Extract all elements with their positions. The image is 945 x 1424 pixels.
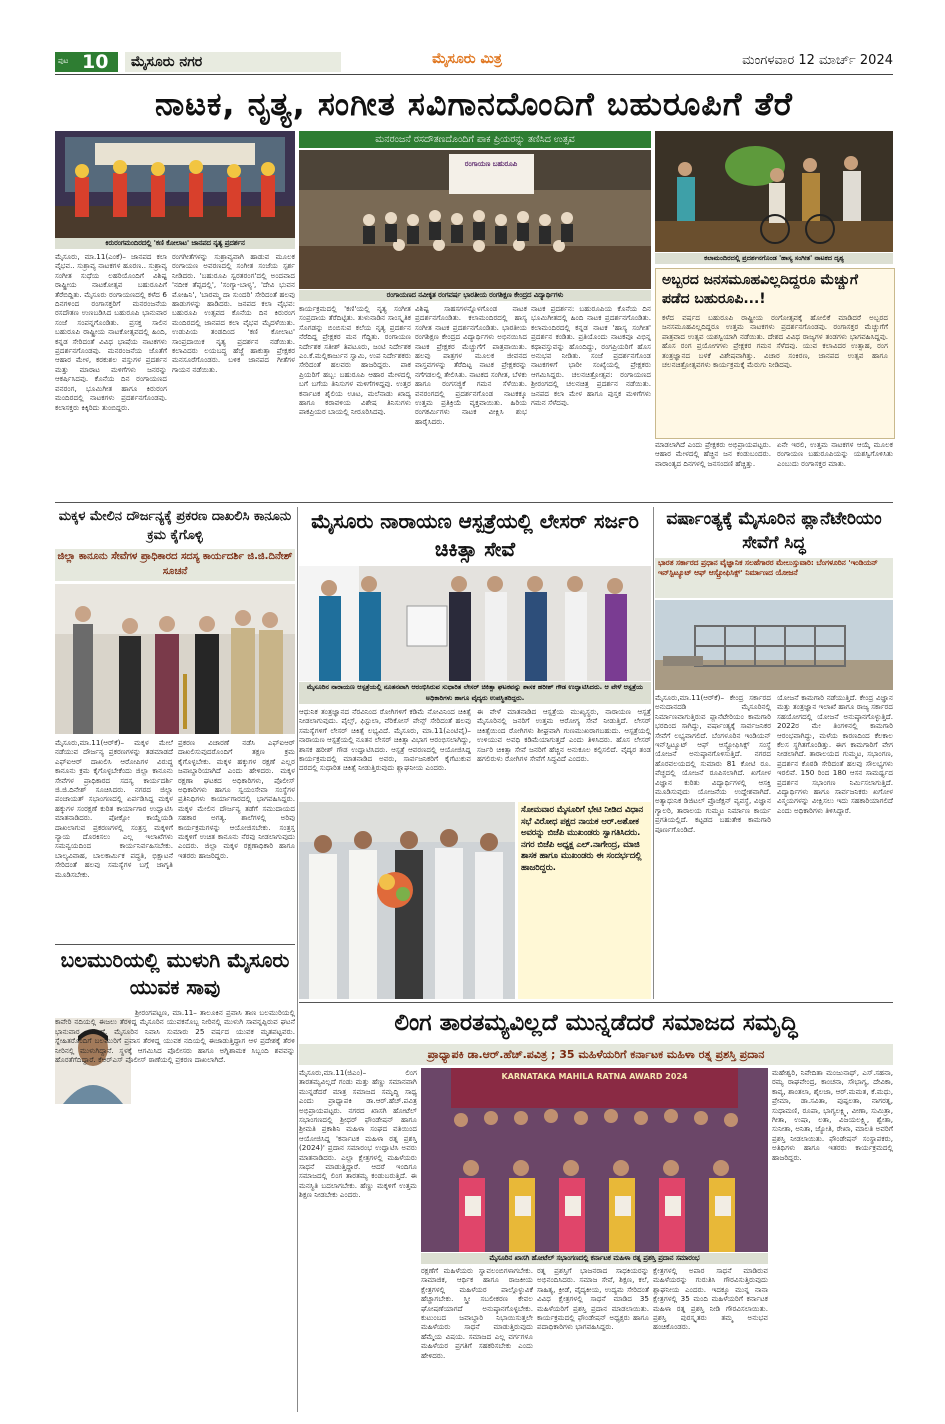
comedy-play-image bbox=[655, 131, 893, 252]
feature-box-title: ಅಬ್ಬರದ ಜನಸಮೂಹವಿಲ್ಲದಿದ್ದರೂ ಮೆಚ್ಚುಗೆ ಪಡೆದ ಬಹುರೂಪಿ...! bbox=[662, 272, 858, 307]
hospital-inauguration-photo bbox=[299, 566, 651, 681]
hospital-photo-caption: ಮೈಸೂರಿನ ನಾರಾಯಣ ಆಸ್ಪತ್ರೆಯಲ್ಲಿ ನೂತನವಾಗಿ ಆರಂಭಿಸಿರುವ ಸುಧಾರಿತ ಲೇಸರ್ ಚಿಕಿತ್ಸಾ ಘಟಕವನ್ನು ಶಾಸಕ ಹರೀಶ್ ಗೌಡ ಉದ್ಘಾಟಿಸಿದರು. ಆ ವೇಳೆ ಆಸ್ಪತ್ರೆಯ ಅಧಿಕಾರಿಗಳು ಹಾಗೂ ವೈದ್ಯರು ಉಪಸ್ಥಿತರಿದ್ದರು. bbox=[299, 682, 651, 704]
feature-box-text: ಕಳೆದ ವರ್ಷದ ಬಹುರೂಪಿ ರಾಷ್ಟ್ರೀಯ ರಂಗೋತ್ಸವಕ್ಕೆ ಹೋಲಿಕೆ ಮಾಡಿದರೆ ಅಬ್ಬರದ ಜನಸಮೂಹವಿಲ್ಲದಿದ್ದರೂ ಉತ್ತಮ ನಾಟಕಗಳು ಪ್ರದರ್ಶನಗೊಂಡವು. ರಂಗಾಸಕ್ತರ ಮೆಚ್ಚುಗೆಗೆ ಪಾತ್ರವಾದ ಉತ್ಸವ ಯಶಸ್ವಿಯಾಗಿ ನಡೆಯಿತು. ದೇಶದ ವಿವಿಧ ರಾಜ್ಯಗಳ ತಂಡಗಳು ಭಾಗವಹಿಸಿದ್ದವು. ಹೊಸ ರಂಗ ಪ್ರಯೋಗಗಳು ಪ್ರೇಕ್ಷಕರ ಗಮನ ಸೆಳೆದವು. ಯುವ ಕಲಾವಿದರ ಉತ್ಸಾಹ, ರಂಗ ತಂತ್ರಜ್ಞಾನದ ಬಳಕೆ ವಿಶೇಷವಾಗಿತ್ತು. ವಿಚಾರ ಸಂಕಿರಣ, ಜಾನಪದ ಉತ್ಸವ ಹಾಗೂ ಚಲನಚಿತ್ರೋತ್ಸವಗಳು ಕಾರ್ಯಕ್ರಮಕ್ಕೆ ಮೆರುಗು ನೀಡಿದವು. bbox=[662, 313, 888, 370]
hospital-inauguration-image bbox=[299, 566, 651, 681]
drowning-divider bbox=[55, 944, 295, 945]
planetarium-text-col2: ಯೋಜನೆ ಕಾಮಗಾರಿ ನಡೆಯುತ್ತಿದೆ. ಕೇಂದ್ರ ವಿಜ್ಞಾನ ಮತ್ತು ತಂತ್ರಜ್ಞಾನ ಇಲಾಖೆ ಹಾಗೂ ರಾಜ್ಯ ಸರ್ಕಾರದ ಸಹಯೋಗದಲ್ಲಿ ಯೋಜನೆ ಅನುಷ್ಠಾನಗೊಳ್ಳುತ್ತಿದೆ. 2022ರ ಮೇ ತಿಂಗಳಿನಲ್ಲಿ ಕಾಮಗಾರಿ ಆರಂಭವಾಗಿದ್ದು, ಮಳೆಯ ಕಾರಣದಿಂದ ಕೆಲಕಾಲ ಕೆಲಸ ಸ್ಥಗಿತಗೊಂಡಿತ್ತು. ಈಗ ಕಾಮಗಾರಿಗೆ ವೇಗ ನೀಡಲಾಗಿದೆ. ತಾರಾಲಯದ ಗುಮ್ಮಟ, ಸಭಾಂಗಣ, ಪ್ರದರ್ಶನ ಕೊಠಡಿ ಸೇರಿದಂತೆ ಹಲವು ಸೌಲಭ್ಯಗಳು ಇರಲಿವೆ. 150 ರಿಂದ 180 ಆಸನ ಸಾಮರ್ಥ್ಯದ ಪ್ರದರ್ಶನ ಸಭಾಂಗಣ ನಿರ್ಮಿಸಲಾಗುತ್ತಿದೆ. ವಿದ್ಯಾರ್ಥಿಗಳು ಹಾಗೂ ಸಾರ್ವಜನಿಕರು ಖಗೋಳ ವಿಸ್ಮಯಗಳನ್ನು ವೀಕ್ಷಿಸಲು ಇದು ಸಹಕಾರಿಯಾಗಲಿದೆ ಎಂದು ಅಧಿಕಾರಿಗಳು ತಿಳಿಸಿದ್ದಾರೆ. bbox=[777, 693, 893, 815]
kolata-photo-caption: ಕಿರುರಂಗಮಂದಿರದಲ್ಲಿ 'ಕಣಿ ಕೋಲಾಟ' ಜಾನಪದ ನೃತ್ಯ ಪ್ರದರ್ಶನ bbox=[55, 238, 295, 249]
masthead-logo: ಮೈಸೂರು ಮಿತ್ರ bbox=[432, 51, 502, 67]
column-rule-1 bbox=[297, 507, 298, 1412]
mahila-text-col1: ಮೈಸೂರು,ಮಾ.11(ಜಿಎಂ)– ಲಿಂಗ ತಾರತಮ್ಯವಿಲ್ಲದೆ ಗಂಡು ಮತ್ತು ಹೆಣ್ಣು ಸಮಾನವಾಗಿ ಮುನ್ನಡೆದರೆ ಮಾತ್ರ ಸಮಾಜದ ಸಮೃದ್ಧಿ ಸಾಧ್ಯ ಎಂದು ಪ್ರಾಧ್ಯಾಪಕಿ ಡಾ.ಆರ್.ಹೆಚ್.ಪವಿತ್ರ ಅಭಿಪ್ರಾಯಪಟ್ಟರು. ನಗರದ ಖಾಸಗಿ ಹೋಟೆಲ್ ಸಭಾಂಗಣದಲ್ಲಿ ಶ್ರೀಧರ್ ಫೌಂಡೇಷನ್ ಹಾಗೂ ಶ್ರೀಮತಿ ಪ್ರಕಾಶಿನಿ ಮಹಿಳಾ ಸಂಘದ ವತಿಯಿಂದ ಆಯೋಜಿಸಿದ್ದ 'ಕರ್ನಾಟಕ ಮಹಿಳಾ ರತ್ನ ಪ್ರಶಸ್ತಿ (2024)' ಪ್ರದಾನ ಸಮಾರಂಭ ಉದ್ಘಾಟಿಸಿ ಅವರು ಮಾತನಾಡಿದರು. ಎಲ್ಲಾ ಕ್ಷೇತ್ರಗಳಲ್ಲಿ ಮಹಿಳೆಯರು ಸಾಧನೆ ಮಾಡುತ್ತಿದ್ದಾರೆ. ಆದರೆ ಇಂದಿಗೂ ಸಮಾಜದಲ್ಲಿ ಲಿಂಗ ತಾರತಮ್ಯ ಕಂಡುಬರುತ್ತಿದೆ. ಈ ಮನಸ್ಥಿತಿ ಬದಲಾಗಬೇಕು. ಹೆಣ್ಣು ಮಕ್ಕಳಿಗೆ ಉತ್ತಮ ಶಿಕ್ಷಣ ನೀಡಬೇಕು ಎಂದರು. bbox=[299, 1068, 417, 1200]
laser-text-col1: ಆಧುನಿಕ ತಂತ್ರಜ್ಞಾನದ ನೆರವಿನಿಂದ ರೋಗಿಗಳಿಗೆ ಕಡಿಮೆ ನೋವಿನಿಂದ ಚಿಕಿತ್ಸೆ ನೀಡಲಾಗುವುದು. ಪೈಲ್ಸ್, ಫಿಸ್ಟುಲಾ, ವೆರಿಕೋಸ್ ವೇನ್ಸ್ ಸೇರಿದಂತೆ ಹಲವು ಸಮಸ್ಯೆಗಳಿಗೆ ಲೇಸರ್ ಚಿಕಿತ್ಸೆ ಲಭ್ಯವಿದೆ. ಮೈಸೂರು, ಮಾ.11(ಎಂಟಿವೈ)– ನಾರಾಯಣ ಆಸ್ಪತ್ರೆಯಲ್ಲಿ ನೂತನ ಲೇಸರ್ ಚಿಕಿತ್ಸಾ ವಿಭಾಗ ಆರಂಭಿಸಲಾಗಿದ್ದು, ಶಾಸಕ ಹರೀಶ್ ಗೌಡ ಉದ್ಘಾಟಿಸಿದರು. ಆಸ್ಪತ್ರೆ ಆವರಣದಲ್ಲಿ ಆಯೋಜಿಸಿದ್ದ ಕಾರ್ಯಕ್ರಮದಲ್ಲಿ ಮಾತನಾಡಿದ ಅವರು, ಸಾರ್ವಜನಿಕರಿಗೆ ಕೈಗೆಟುಕುವ ದರದಲ್ಲಿ ಸುಧಾರಿತ ಚಿಕಿತ್ಸೆ ನೀಡುತ್ತಿರುವುದು ಶ್ಲಾಘನೀಯ ಎಂದರು. bbox=[299, 707, 471, 773]
laser-surgery-headline: ಮೈಸೂರು ನಾರಾಯಣ ಆಸ್ಪತ್ರೆಯಲ್ಲಿ ಲೇಸರ್ ಸರ್ಜರಿ ಚಿಕಿತ್ಸಾ ಸೇವೆ bbox=[311, 509, 639, 561]
planetarium-construction-photo bbox=[655, 600, 893, 690]
page-header bbox=[55, 50, 893, 75]
bahurupi-feature-box bbox=[655, 268, 895, 439]
mahila-ratna-subhead: ಪ್ರಾಧ್ಯಾಪಕಿ ಡಾ.ಆರ್.ಹೆಚ್.ಪವಿತ್ರ ; 35 ಮಹಿಳೆಯರಿಗೆ ಕರ್ನಾಟಕ ಮಹಿಳಾ ರತ್ನ ಪ್ರಶಸ್ತಿ ಪ್ರದಾನ bbox=[299, 1044, 893, 1065]
bahurupi-text-col2: ರಂಗಗೀತೆಗಳನ್ನು ಸುಶ್ರಾವ್ಯವಾಗಿ ಹಾಡುವ ಮೂಲಕ ರಂಗಾಯಣ ಅವರಣದಲ್ಲಿ ಸಂಗೀತ ಸಂಜೆಯ ಸ್ಪರ್ಶ ನೀಡಿದರು. 'ಬಹುರೂಪಿ ಸ್ವರತರಂಗ'ದಲ್ಲಿ ಅಂದವಾದ 'ನದೀಕ ತೆಪ್ಪದಲ್ಲಿ', 'ಸಂಗ್ಯಾ-ಬಾಳ್ಯ', 'ದೇವಿ ಭುವನ ಮೋಹಿನಿ', 'ಬಾರಮ್ಮ ದಾ ಸುಂದರಿ' ಸೇರಿದಂತೆ ಹಲವು ಹಾಡುಗಳನ್ನು ಹಾಡಿದರು. ಜನಪದ ಕಲಾ ವೈಭವ: ಬಹುರೂಪಿ ಉತ್ಸವದ ಕೊನೆಯ ದಿನ ಕಿರುರಂಗ ಮಂದಿರದಲ್ಲಿ ಜಾನಪದ ಕಲಾ ವೈಭವ ಮೈದಳೆಯಿತು. ಉಡುಪಿಯ ತಂಡದಿಂದ 'ಕಣಿ ಕೋಲಾಟ' ಸಾಂಪ್ರದಾಯಿಕ ನೃತ್ಯ ಪ್ರದರ್ಶನ ನಡೆಯಿತು. ಕಲಾವಿದರು ಲಯಬದ್ಧ ಹೆಜ್ಜೆ ಹಾಕುತ್ತಾ ಪ್ರೇಕ್ಷಕರ ಮನಸೂರೆಗೊಂಡರು. ಬಳಿಕ ಜಾನಪದ ಗೀತೆಗಳ ಗಾಯನ ನಡೆಯಿತು. bbox=[172, 252, 295, 374]
bahurupi-subhead: ಮನರಂಜನೆ ರಸದೌತಣದೊಂದಿಗೆ ಪಾಕ ಪ್ರಿಯರನ್ನು ತಣಿಸಿದ ಉತ್ಸವ bbox=[299, 131, 651, 148]
mahila-text-col2: ರಕ್ಷಣೆಗೆ ಮಹಿಳೆಯರು ಸ್ವಾವಲಂಬಿಗಳಾಗಬೇಕು. ಸಾಮಾಜಿಕ, ಆರ್ಥಿಕ ಹಾಗೂ ರಾಜಕೀಯ ಕ್ಷೇತ್ರಗಳಲ್ಲಿ ಮಹಿಳೆಯರ ಪಾಲ್ಗೊಳ್ಳುವಿಕೆ ಹೆಚ್ಚಾಗಬೇಕು. ಸ್ತ್ರೀ ಸಬಲೀಕರಣ ಕೇವಲ ಘೋಷಣೆಯಾಗದೆ ಅನುಷ್ಠಾನಗೊಳ್ಳಬೇಕು. ಕುಟುಂಬದ ಜವಾಬ್ದಾರಿ ನಿಭಾಯಿಸುತ್ತಲೇ ಮಹಿಳೆಯರು ಸಾಧನೆ ಮಾಡುತ್ತಿರುವುದು ಹೆಮ್ಮೆಯ ವಿಷಯ. ಸಮಾಜದ ಎಲ್ಲ ವರ್ಗಗಳೂ ಮಹಿಳೆಯರ ಪ್ರಗತಿಗೆ ಸಹಕರಿಸಬೇಕು ಎಂದು ಹೇಳಿದರು. bbox=[421, 1266, 533, 1360]
kolata-dance-photo bbox=[55, 131, 295, 238]
students-group-image bbox=[299, 150, 651, 289]
page-number: 10 bbox=[82, 51, 109, 73]
drowning-text: ಶ್ರೀರಂಗಪಟ್ಟಣ, ಮಾ.11– ತಾಲೂಕಿನ ಪ್ರವಾಸಿ ತಾಣ ಬಲಮುರಿಯಲ್ಲಿ ಕಾವೇರಿ ನದಿಯಲ್ಲಿ ಈಜಲು ತೆರಳಿದ್ದ ಮೈಸೂರಿನ ಯುವಕನೊಬ್ಬ ನೀರಿನಲ್ಲಿ ಮುಳುಗಿ ಸಾವನ್ನಪ್ಪಿರುವ ಘಟನೆ ಭಾನುವಾರ ನಡೆದಿದೆ. ಮೈಸೂರಿನ ನಿವಾಸಿ ಸುಮಾರು 25 ವರ್ಷದ ಯುವಕ ಮೃತಪಟ್ಟವರು. ಸ್ನೇಹಿತರೊಂದಿಗೆ ಬಲಮುರಿಗೆ ಪ್ರವಾಸ ತೆರಳಿದ್ದ ಯುವಕ ನದಿಯಲ್ಲಿ ಈಜಾಡುತ್ತಿದ್ದಾಗ ಆಳ ಪ್ರದೇಶಕ್ಕೆ ತೆರಳಿ ನೀರಿನಲ್ಲಿ ಮುಳುಗಿದ್ದಾನೆ. ಸ್ಥಳಕ್ಕೆ ಆಗಮಿಸಿದ ಪೊಲೀಸರು ಹಾಗೂ ಅಗ್ನಿಶಾಮಕ ಸಿಬ್ಬಂದಿ ಶವವನ್ನು ಹೊರತೆಗೆದಿದ್ದಾರೆ. ಕೆಆರ್‌ಎಸ್ ಪೊಲೀಸ್ ಠಾಣೆಯಲ್ಲಿ ಪ್ರಕರಣ ದಾಖಲಾಗಿದೆ. bbox=[55, 1008, 295, 1065]
mahila-text-col4: ಕ್ಷೇತ್ರಗಳಲ್ಲಿ ಅಪಾರ ಸಾಧನೆ ಮಾಡಿರುವ ಮಹಿಳೆಯರನ್ನು ಗುರುತಿಸಿ ಗೌರವಿಸುತ್ತಿರುವುದು ಶ್ಲಾಘನೀಯ ಎಂದರು. ಇದಕ್ಕೂ ಮುನ್ನ ನಾನಾ ಕ್ಷೇತ್ರಗಳಲ್ಲಿ 35 ಮಂದಿ ಮಹಿಳೆಯರಿಗೆ ಕರ್ನಾಟಕ ಮಹಿಳಾ ರತ್ನ ಪ್ರಶಸ್ತಿ ನೀಡಿ ಗೌರವಿಸಲಾಯಿತು. ಪ್ರಶಸ್ತಿ ಪುರಸ್ಕೃತರು ತಮ್ಮ ಅನುಭವ ಹಂಚಿಕೊಂಡರು. bbox=[653, 1266, 768, 1332]
ashoka-welcome-photo bbox=[299, 802, 515, 999]
mahila-text-col5: ಮಹೇಶ್ವರಿ, ನಿವೇದಿತಾ ಮಂಜುನಾಥ್, ಎಸ್.ಸಹನಾ, ರಮ್ಯ ರಾಘವೇಂದ್ರ, ಕಾಂಚನಾ, ಸೌಭಾಗ್ಯ, ದೇವಿಕಾ, ಕಾವ್ಯ, ಶಾಂತಲಾ, ಶೈಲಜಾ, ಆರ್.ಮಮತ, ಕೆ.ಮಧು, ಪ್ರೇಮಾ, ಡಾ.ಸವಿತಾ, ಪುಷ್ಪಲತಾ, ನಾಗರತ್ನ, ಸುಧಾಮಣಿ, ರೂಪಾ, ಭಾಗ್ಯಲಕ್ಷ್ಮಿ, ವೀಣಾ, ಸುಮಿತ್ರಾ, ಗೀತಾ, ಉಷಾ, ಲತಾ, ವಿಜಯಲಕ್ಷ್ಮಿ, ಶ್ವೇತಾ, ಸುನೀತಾ, ಅನಿತಾ, ಜ್ಯೋತಿ, ರೇಖಾ, ಮಾಲತಿ ಅವರಿಗೆ ಪ್ರಶಸ್ತಿ ನೀಡಲಾಯಿತು. ಫೌಂಡೇಷನ್ ಸಂಸ್ಥಾಪಕರು, ಅತಿಥಿಗಳು ಹಾಗೂ ಇತರರು ಕಾರ್ಯಕ್ರಮದಲ್ಲಿ ಹಾಜರಿದ್ದರು. bbox=[772, 1068, 893, 1162]
award-stage-banner: KARNATAKA MAHILA RATNA AWARD 2024 bbox=[501, 1072, 688, 1081]
page-tag bbox=[55, 52, 118, 72]
planetarium-construction-image bbox=[655, 600, 893, 690]
bahurupi-text-col3: ಕಾರ್ಯಕ್ರಮದಲ್ಲಿ 'ಕಣಿ'ಯಲ್ಲಿ ನೃತ್ಯ ಸಂಗೀತ ಸಂಪ್ರದಾಯ ತೆರೆದಿಟ್ಟಿತು. ತುಳುನಾಡಿನ ಸಾಂಸ್ಕೃತಿಕ ಸೊಗಡನ್ನು ಬಿಂಬಿಸುವ ಕಲೆಯ ನೃತ್ಯ ಪ್ರದರ್ಶನ ನೆರೆದಿದ್ದ ಪ್ರೇಕ್ಷಕರ ಮನ ಗೆದ್ದಿತು. ರಂಗಾಯಣ ನಿರ್ದೇಶಕ ಸತೀಶ್ ತಿಪಟೂರು, ಜಂಟಿ ನಿರ್ದೇಶಕ ಎಂ.ಕೆ.ಮಲ್ಲಿಕಾರ್ಜುನ ಸ್ವಾಮಿ, ಉಪ ನಿರ್ದೇಶಕರು ಸೇರಿದಂತೆ ಹಲವರು ಹಾಜರಿದ್ದರು. ಪಾಕ ಪ್ರಿಯರಿಗೆ ಹಬ್ಬ: ಬಹುರೂಪಿ ಆಹಾರ ಮೇಳದಲ್ಲಿ ಬಗೆ ಬಗೆಯ ತಿನಿಸುಗಳ ಮಳಿಗೆಗಳಿದ್ದವು. ಉತ್ತರ ಕರ್ನಾಟಕ ಶೈಲಿಯ ಊಟ, ಮಲೆನಾಡು ಖಾದ್ಯ ಹಾಗೂ ಕರಾವಳಿಯ ವಿಶೇಷ ತಿನಿಸುಗಳು ಪಾಕಪ್ರಿಯರ ಬಾಯಲ್ಲಿ ನೀರೂರಿಸಿದವು. bbox=[299, 304, 411, 417]
mahila-divider bbox=[299, 1002, 893, 1003]
section-name: ಮೈಸೂರು ನಗರ bbox=[125, 52, 341, 72]
award-ceremony-photo bbox=[421, 1068, 768, 1252]
kolata-dance-image bbox=[55, 131, 295, 238]
comedy-play-photo bbox=[655, 131, 893, 252]
ashoka-welcome-caption: ಸೋಮವಾರ ಮೈಸೂರಿಗೆ ಭೇಟಿ ನೀಡಿದ ವಿಧಾನ ಸಭೆ ವಿರೋಧ ಪಕ್ಷದ ನಾಯಕ ಆರ್.ಅಶೋಕ ಅವರನ್ನು ಬಿಜೆಪಿ ಮುಖಂಡರು ಸ್ವಾಗತಿಸಿದರು. ನಗರ ಬಿಜೆಪಿ ಅಧ್ಯಕ್ಷ ಎಲ್.ನಾಗೇಂದ್ರ, ಮಾಜಿ ಶಾಸಕ ಹಾಗೂ ಮುಖಂಡರು ಈ ಸಂದರ್ಭದಲ್ಲಿ ಹಾಜರಿದ್ದರು. bbox=[518, 802, 651, 999]
mahila-text-col3: ರತ್ನ ಪ್ರಶಸ್ತಿಗೆ ಭಾಜನರಾದ ಸಾಧಕಿಯರನ್ನು ಅಭಿನಂದಿಸಿದರು. ಸಮಾಜ ಸೇವೆ, ಶಿಕ್ಷಣ, ಕಲೆ, ಸಾಹಿತ್ಯ, ಕ್ರೀಡೆ, ವೈದ್ಯಕೀಯ, ಉದ್ಯಮ ಸೇರಿದಂತೆ ವಿವಿಧ ಕ್ಷೇತ್ರಗಳಲ್ಲಿ ಸಾಧನೆ ಮಾಡಿದ 35 ಮಹಿಳೆಯರಿಗೆ ಪ್ರಶಸ್ತಿ ಪ್ರದಾನ ಮಾಡಲಾಯಿತು. ಕಾರ್ಯಕ್ರಮದಲ್ಲಿ ಫೌಂಡೇಷನ್ ಅಧ್ಯಕ್ಷರು ಹಾಗೂ ಪದಾಧಿಕಾರಿಗಳು ಭಾಗವಹಿಸಿದ್ದರು. bbox=[537, 1266, 649, 1332]
child-abuse-headline: ಮಕ್ಕಳ ಮೇಲಿನ ದೌರ್ಜನ್ಯಕ್ಕೆ ಪ್ರಕರಣ ದಾಖಲಿಸಿ ಕಾನೂನು ಕ್ರಮ ಕೈಗೊಳ್ಳಿ bbox=[58, 509, 292, 543]
students-group-photo bbox=[299, 150, 651, 289]
child-abuse-text-col2: ಪ್ರಕರಣ ವಿಚಾರಣೆ ನಡೆಸಿ ಎಫ್‌ಐಆರ್ ದಾಖಲಿಸುವುದರೊಂದಿಗೆ ತಕ್ಷಣ ಕ್ರಮ ಕೈಗೊಳ್ಳಬೇಕು. ಮಕ್ಕಳ ಹಕ್ಕುಗಳ ರಕ್ಷಣೆ ಎಲ್ಲರ ಜವಾಬ್ದಾರಿಯಾಗಿದೆ ಎಂದು ಹೇಳಿದರು. ಮಕ್ಕಳ ರಕ್ಷಣಾ ಘಟಕದ ಅಧಿಕಾರಿಗಳು, ಪೊಲೀಸ್ ಅಧಿಕಾರಿಗಳು ಹಾಗೂ ಸ್ವಯಂಸೇವಾ ಸಂಸ್ಥೆಗಳ ಪ್ರತಿನಿಧಿಗಳು ಕಾರ್ಯಾಗಾರದಲ್ಲಿ ಭಾಗವಹಿಸಿದ್ದರು. ಮಕ್ಕಳ ಮೇಲಿನ ದೌರ್ಜನ್ಯ ತಡೆಗೆ ಸಮುದಾಯದ ಸಹಕಾರ ಅಗತ್ಯ. ಶಾಲೆಗಳಲ್ಲಿ ಅರಿವು ಕಾರ್ಯಕ್ರಮಗಳನ್ನು ಆಯೋಜಿಸಬೇಕು. ಸಂತ್ರಸ್ತ ಮಕ್ಕಳಿಗೆ ಉಚಿತ ಕಾನೂನು ನೆರವು ನೀಡಲಾಗುವುದು ಎಂದರು. ಜಿಲ್ಲಾ ಮಕ್ಕಳ ರಕ್ಷಣಾಧಿಕಾರಿ ಹಾಗೂ ಇತರರು ಹಾಜರಿದ್ದರು. bbox=[178, 738, 295, 860]
planetarium-text-col1: ಮೈಸೂರು,ಮಾ.11(ಆರ್‌ಕೆ)– ಕೇಂದ್ರ ಸರ್ಕಾರದ ಅನುದಾನದಡಿ ಮೈಸೂರಿನಲ್ಲಿ ನಿರ್ಮಾಣವಾಗುತ್ತಿರುವ ಪ್ಲಾನೆಟೇರಿಯಂ ಕಾಮಗಾರಿ ಭರದಿಂದ ಸಾಗಿದ್ದು, ವರ್ಷಾಂತ್ಯಕ್ಕೆ ಸಾರ್ವಜನಿಕರ ಸೇವೆಗೆ ಲಭ್ಯವಾಗಲಿದೆ. ಬೆಂಗಳೂರಿನ ಇಂಡಿಯನ್ ಇನ್‌ಸ್ಟಿಟ್ಯೂಟ್ ಆಫ್ ಆಸ್ಟ್ರೋಫಿಸಿಕ್ಸ್ ಸಂಸ್ಥೆ ಯೋಜನೆ ಅನುಷ್ಠಾನಗೊಳಿಸುತ್ತಿದೆ. ನಗರದ ಹೊರವಲಯದಲ್ಲಿ ಸುಮಾರು 81 ಕೋಟಿ ರೂ. ವೆಚ್ಚದಲ್ಲಿ ಯೋಜನೆ ರೂಪಿಸಲಾಗಿದೆ. ಖಗೋಳ ವಿಜ್ಞಾನ ಕುರಿತು ವಿದ್ಯಾರ್ಥಿಗಳಲ್ಲಿ ಆಸಕ್ತಿ ಮೂಡಿಸುವುದು ಯೋಜನೆಯ ಉದ್ದೇಶವಾಗಿದೆ. ಅತ್ಯಾಧುನಿಕ ಡಿಜಿಟಲ್ ಪ್ರೊಜೆಕ್ಷನ್ ವ್ಯವಸ್ಥೆ, ವಿಜ್ಞಾನ ಗ್ಯಾಲರಿ, ತಾರಾಲಯ ಗುಮ್ಮಟ ನಿರ್ಮಾಣ ಕಾರ್ಯ ಪ್ರಗತಿಯಲ್ಲಿದೆ. ಕಟ್ಟಡದ ಬಹುತೇಕ ಕಾಮಗಾರಿ ಪೂರ್ಣಗೊಂಡಿದೆ. bbox=[655, 693, 771, 834]
section-divider bbox=[55, 502, 893, 503]
award-ceremony-image bbox=[421, 1068, 768, 1252]
bahurupi-headline: ನಾಟಕ, ನೃತ್ಯ, ಸಂಗೀತ ಸವಿಗಾನದೊಂದಿಗೆ ಬಹುರೂಪಿಗೆ ತೆರೆ bbox=[155, 85, 793, 123]
planetarium-headline: ವರ್ಷಾಂತ್ಯಕ್ಕೆ ಮೈಸೂರಿನ ಪ್ಲಾನೆಟೇರಿಯಂ ಸೇವೆಗೆ ಸಿದ್ಧ bbox=[666, 509, 882, 553]
bahurupi-text-col1: ಮೈಸೂರು, ಮಾ.11(ಎಂಕೆ)– ಜಾನಪದ ಕಲಾ ವೈಭವ.. ಸುಶ್ರಾವ್ಯ ನಾಟಕಗಳ ಹೂರಣ.. ಸುಶ್ರಾವ್ಯ ಸಂಗೀತ ಸುಧೆಯ ಲಹರಿಯೊಂದಿಗೆ ವಿಶಿಷ್ಟ ರಾಷ್ಟ್ರೀಯ ನಾಟಕೋತ್ಸವ ಬಹುರೂಪಿಗೆ ತೆರೆಬಿದ್ದಿತು. ಮೈಸೂರು ರಂಗಾಯಣದಲ್ಲಿ ಕಳೆದ 6 ದಿನಗಳಿಂದ ರಂಗಾಸಕ್ತರಿಗೆ ಮನರಂಜನೆಯ ರಸದೌತಣ ಉಣಬಡಿಸಿದ ಬಹುರೂಪಿ ಭಾನುವಾರ ಸಂಜೆ ಸಂಪನ್ನಗೊಂಡಿತು. ಪ್ರಸಕ್ತ ಸಾಲಿನ ಬಹುರೂಪಿ ರಾಷ್ಟ್ರೀಯ ನಾಟಕೋತ್ಸವದಲ್ಲಿ ಹಿಂದಿ, ಕನ್ನಡ ಸೇರಿದಂತೆ ವಿವಿಧ ಭಾಷೆಯ ನಾಟಕಗಳು ಪ್ರದರ್ಶನಗೊಂಡವು. ಮನರಂಜನೆಯ ಜೊತೆಗೆ ಆಹಾರ ಮೇಳ, ಕರಕುಶಲ ವಸ್ತುಗಳ ಪ್ರದರ್ಶನ ಮತ್ತು ಮಾರಾಟ ಮಳಿಗೆಗಳು ಜನರನ್ನು ಆಕರ್ಷಿಸಿದವು. ಕೊನೆಯ ದಿನ ರಂಗಾಯಣದ ವನರಂಗ, ಭೂಮಿಗೀತ ಹಾಗೂ ಕಿರುರಂಗ ಮಂದಿರದಲ್ಲಿ ನಾಟಕಗಳು ಪ್ರದರ್ಶನಗೊಂಡವು. ಕಲಾಸಕ್ತರು ಕಿಕ್ಕಿರಿದು ತುಂಬಿದ್ದರು. bbox=[55, 252, 167, 412]
issue-date: ಮಂಗಳವಾರ 12 ಮಾರ್ಚ್ 2024 bbox=[742, 53, 893, 68]
column-rule-2 bbox=[653, 507, 654, 999]
comedy-play-caption: ಕಲಾಮಂದಿರದಲ್ಲಿ ಪ್ರದರ್ಶನಗೊಂಡ 'ಹಾಸ್ಯ ಸಂಗೀತ' ನಾಟಕದ ದೃಶ್ಯ bbox=[655, 253, 893, 264]
mahila-ratna-headline: ಲಿಂಗ ತಾರತಮ್ಯವಿಲ್ಲದೆ ಮುನ್ನಡೆದರೆ ಸಮಾಜದ ಸಮೃದ್ಧಿ bbox=[394, 1010, 798, 1036]
feature-box-cont-left: ಮಾಡಲಾಗಿದೆ ಎಂದು ಪ್ರೇಕ್ಷಕರು ಅಭಿಪ್ರಾಯಪಟ್ಟರು. ಆಹಾರ ಮೇಳದಲ್ಲಿ ಹೆಚ್ಚಿನ ಜನ ಕಂಡುಬಂದರು. ವಾರಾಂತ್ಯದ ದಿನಗಳಲ್ಲಿ ಜನಸಂದಣಿ ಹೆಚ್ಚಿತ್ತು. bbox=[655, 440, 771, 468]
students-photo-caption: ರಂಗಾಯಣದ ನವೀಕೃತ ರಂಗವರ್ಷ ಭಾರತೀಯ ರಂಗಶಿಕ್ಷಣ ಕೇಂದ್ರದ ವಿದ್ಯಾರ್ಥಿಗಳು bbox=[299, 290, 651, 301]
award-photo-caption: ಮೈಸೂರಿನ ಖಾಸಗಿ ಹೋಟೆಲ್ ಸಭಾಂಗಣದಲ್ಲಿ ಕರ್ನಾಟಕ ಮಹಿಳಾ ರತ್ನ ಪ್ರಶಸ್ತಿ ಪ್ರದಾನ ಸಮಾರಂಭ bbox=[421, 1253, 768, 1264]
laser-text-col2: ಈ ವೇಳೆ ಮಾತನಾಡಿದ ಆಸ್ಪತ್ರೆಯ ಮುಖ್ಯಸ್ಥರು, ನಾರಾಯಣ ಆಸ್ಪತ್ರೆ ಮೈಸೂರಿನಲ್ಲಿ ಜನರಿಗೆ ಉತ್ತಮ ಆರೋಗ್ಯ ಸೇವೆ ನೀಡುತ್ತಿದೆ. ಲೇಸರ್ ಚಿಕಿತ್ಸೆಯಿಂದ ರೋಗಿಗಳು ಶೀಘ್ರವಾಗಿ ಗುಣಮುಖರಾಗಬಹುದು. ಆಸ್ಪತ್ರೆಯಲ್ಲಿ ಉಳಿಯುವ ಅವಧಿ ಕಡಿಮೆಯಾಗುತ್ತದೆ ಎಂದು ತಿಳಿಸಿದರು. ಹೊಸ ಲೇಸರ್ ಸರ್ಜರಿ ಚಿಕಿತ್ಸಾ ಸೇವೆ ಜನರಿಗೆ ಹೆಚ್ಚಿನ ಅನುಕೂಲ ಕಲ್ಪಿಸಲಿದೆ. ವೈದ್ಯರ ತಂಡ ಹಗಲಿರುಳು ರೋಗಿಗಳ ಸೇವೆಗೆ ಸಿದ್ಧವಿದೆ ಎಂದರು. bbox=[477, 707, 651, 764]
child-abuse-text-col1: ಮೈಸೂರು,ಮಾ.11(ಆರ್‌ಕೆ)– ಮಕ್ಕಳ ಮೇಲೆ ನಡೆಯುವ ದೌರ್ಜನ್ಯ ಪ್ರಕರಣಗಳನ್ನು ತಡಮಾಡದೆ ಎಫ್‌ಐಆರ್ ದಾಖಲಿಸಿ ಆರೋಪಿಗಳ ವಿರುದ್ಧ ಕಾನೂನು ಕ್ರಮ ಕೈಗೊಳ್ಳಬೇಕೆಂದು ಜಿಲ್ಲಾ ಕಾನೂನು ಸೇವೆಗಳ ಪ್ರಾಧಿಕಾರದ ಸದಸ್ಯ ಕಾರ್ಯದರ್ಶಿ ಜಿ.ಜಿ.ದಿನೇಶ್ ಸೂಚಿಸಿದರು. ನಗರದ ಜಿಲ್ಲಾ ಪಂಚಾಯತ್ ಸಭಾಂಗಣದಲ್ಲಿ ಏರ್ಪಡಿಸಿದ್ದ ಮಕ್ಕಳ ಹಕ್ಕುಗಳ ಸಂರಕ್ಷಣೆ ಕುರಿತ ಕಾರ್ಯಾಗಾರ ಉದ್ಘಾಟಿಸಿ ಮಾತನಾಡಿದರು. ಪೋಕ್ಸೋ ಕಾಯ್ದೆಯಡಿ ದಾಖಲಾಗುವ ಪ್ರಕರಣಗಳಲ್ಲಿ ಸಂತ್ರಸ್ತ ಮಕ್ಕಳಿಗೆ ನ್ಯಾಯ ದೊರಕಿಸಲು ಎಲ್ಲ ಇಲಾಖೆಗಳು ಸಮನ್ವಯದಿಂದ ಕಾರ್ಯನಿರ್ವಹಿಸಬೇಕು. ಬಾಲ್ಯವಿವಾಹ, ಬಾಲಕಾರ್ಮಿಕ ಪದ್ಧತಿ, ಭಿಕ್ಷಾಟನೆ ಸೇರಿದಂತೆ ಹಲವು ಸಮಸ್ಯೆಗಳ ಬಗ್ಗೆ ಜಾಗೃತಿ ಮೂಡಿಸಬೇಕು. bbox=[55, 738, 173, 879]
lamp-lighting-image bbox=[55, 584, 295, 734]
rangayana-banner-text: ರಂಗಾಯಣ ಬಹುರೂಪಿ bbox=[464, 160, 518, 168]
bahurupi-text-col4: ವಿಶಿಷ್ಟ ಸಾಹಸಗಳನ್ನೊಳಗೊಂಡ ನಾಟಕ ಪ್ರದರ್ಶನಗೊಂಡಿತು. ಕಲಾಮಂದಿರದಲ್ಲಿ ಹಾಸ್ಯ ಸಂಗೀತ ನಾಟಕ ಪ್ರದರ್ಶನಗೊಂಡಿತು. ಭಾರತೀಯ ರಂಗಶಿಕ್ಷಣ ಕೇಂದ್ರದ ವಿದ್ಯಾರ್ಥಿಗಳು ಅಭಿನಯಿಸಿದ ನಾಟಕ ಪ್ರೇಕ್ಷಕರ ಮೆಚ್ಚುಗೆಗೆ ಪಾತ್ರವಾಯಿತು. ಹಲವು ಪಾತ್ರಗಳ ಮೂಲಕ ಜೀವನದ ವಾಸ್ತವಗಳನ್ನು ತೆರೆದಿಟ್ಟ ನಾಟಕ ಪ್ರೇಕ್ಷಕರನ್ನು ನಗೆಗಡಲಲ್ಲಿ ತೇಲಿಸಿತು. ನಾಟಕದ ಸಂಗೀತ, ಬೆಳಕು ಹಾಗೂ ರಂಗಸಜ್ಜಿಕೆ ಗಮನ ಸೆಳೆಯಿತು. ವನರಂಗದಲ್ಲಿ ಪ್ರದರ್ಶನಗೊಂಡ ನಾಟಕಕ್ಕೂ ಉತ್ತಮ ಪ್ರತಿಕ್ರಿಯೆ ವ್ಯಕ್ತವಾಯಿತು. ಹಿರಿಯ ರಂಗಕರ್ಮಿಗಳು ನಾಟಕ ವೀಕ್ಷಿಸಿ ಶುಭ ಹಾರೈಸಿದರು. bbox=[415, 304, 527, 426]
lamp-lighting-photo bbox=[55, 584, 295, 734]
ashoka-welcome-image bbox=[299, 802, 515, 999]
child-abuse-subhead: ಜಿಲ್ಲಾ ಕಾನೂನು ಸೇವೆಗಳ ಪ್ರಾಧಿಕಾರದ ಸದಸ್ಯ ಕಾರ್ಯದರ್ಶಿ ಜಿ.ಜಿ.ದಿನೇಶ್ ಸೂಚನೆ bbox=[55, 549, 295, 581]
bahurupi-text-col5: ನಾಟಕ ಪ್ರದರ್ಶನ: ಬಹುರೂಪಿಯ ಕೊನೆಯ ದಿನ ಭೂಮಿಗೀತದಲ್ಲಿ ಹಿಂದಿ ನಾಟಕ ಪ್ರದರ್ಶನಗೊಂಡಿತು. ಕಲಾಮಂದಿರದಲ್ಲಿ ಕನ್ನಡ ನಾಟಕ 'ಹಾಸ್ಯ ಸಂಗೀತ' ಪ್ರದರ್ಶನ ಕಂಡಿತು. ಪ್ರತಿಯೊಂದು ನಾಟಕವೂ ವಿಭಿನ್ನ ಕಥಾವಸ್ತುವನ್ನು ಹೊಂದಿದ್ದು, ರಂಗಪ್ರಿಯರಿಗೆ ಹೊಸ ಅನುಭವ ನೀಡಿತು. ಸಂಜೆ ಪ್ರದರ್ಶನಗೊಂಡ ನಾಟಕಗಳಿಗೆ ಭಾರೀ ಸಂಖ್ಯೆಯಲ್ಲಿ ಪ್ರೇಕ್ಷಕರು ಆಗಮಿಸಿದ್ದರು. ಚಲನಚಿತ್ರೋತ್ಸವ: ರಂಗಾಯಣದ ಶ್ರೀರಂಗದಲ್ಲಿ ಚಲನಚಿತ್ರ ಪ್ರದರ್ಶನ ನಡೆಯಿತು. ಜನಪದ ಕಲಾ ಮೇಳ ಹಾಗೂ ಪುಸ್ತಕ ಮಳಿಗೆಗಳು ಗಮನ ಸೆಳೆದವು. bbox=[531, 304, 651, 408]
drowning-headline: ಬಲಮುರಿಯಲ್ಲಿ ಮುಳುಗಿ ಮೈಸೂರು ಯುವಕ ಸಾವು bbox=[60, 948, 290, 999]
feature-box-cont-right: ಏನೇ ಇರಲಿ, ಉತ್ತಮ ನಾಟಕಗಳ ಆಯ್ಕೆ ಮೂಲಕ ರಂಗಾಯಣ ಬಹುರೂಪಿಯನ್ನು ಯಶಸ್ವಿಗೊಳಿಸಿತು ಎಂಬುದು ರಂಗಾಸಕ್ತರ ಮಾತು. bbox=[777, 440, 893, 468]
planetarium-subhead: ಭಾರತ ಸರ್ಕಾರದ ಪ್ರಧಾನ ವೈಜ್ಞಾನಿಕ ಸಲಹೆಗಾರರ ಮೇಲುಸ್ತುವಾರಿ: ಬೆಂಗಳೂರಿನ 'ಇಂಡಿಯನ್ ಇನ್‌ಸ್ಟಿಟ್ಯೂಟ್ ಆಫ್ ಆಸ್ಟ್ರೋಫಿಸಿಕ್ಸ್' ನಿರ್ಮಾಣದ ಯೋಜನೆ bbox=[655, 558, 893, 598]
page-label: ಪುಟ bbox=[58, 57, 69, 65]
